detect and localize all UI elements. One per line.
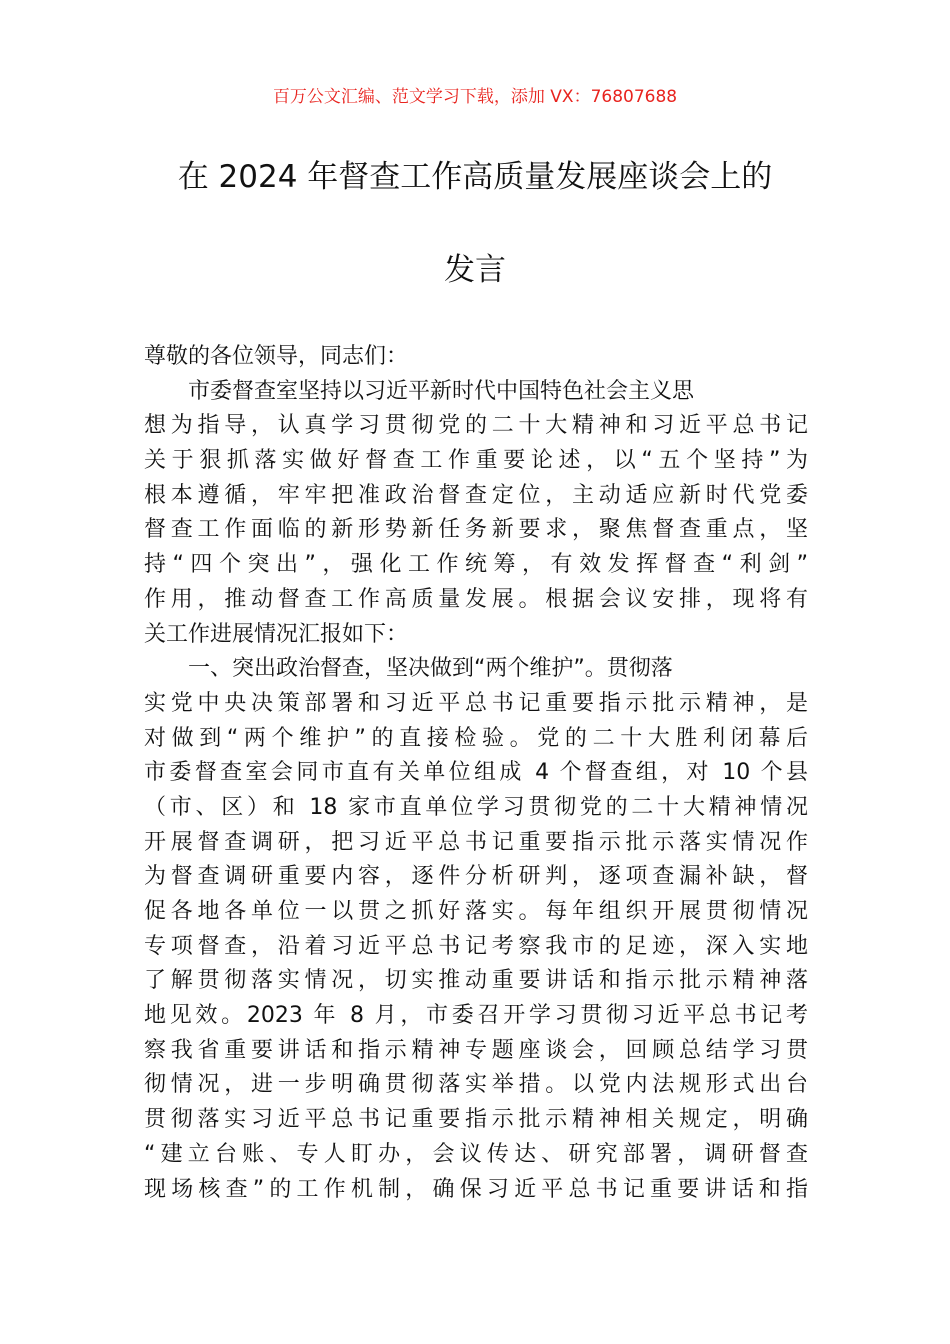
paragraph-line: 督查工作面临的新形势新任务新要求，聚焦督查重点，坚 — [144, 517, 808, 543]
paragraph-line: 为督查调研重要内容，逐件分析研判，逐项查漏补缺，督 — [144, 864, 808, 890]
paragraph-line: 市委督查室会同市直有关单位组成 4 个督查组，对 10 个县 — [144, 760, 808, 786]
paragraph-line: 想为指导，认真学习贯彻党的二十大精神和习近平总书记 — [144, 413, 808, 439]
paragraph-line: 关工作进展情况汇报如下： — [144, 621, 409, 647]
paragraph-line: 专项督查，沿着习近平总书记考察我市的足迹，深入实地 — [144, 933, 808, 959]
paragraph-line: 实党中央决策部署和习近平总书记重要指示批示精神，是 — [144, 690, 808, 716]
paragraph-line: 持“四个突出”，强化工作统筹，有效发挥督查“利剑” — [144, 552, 808, 578]
paragraph-line: 察我省重要讲话和指示精神专题座谈会，回顾总结学习贯 — [144, 1037, 808, 1063]
paragraph-line: 对做到“两个维护”的直接检验。党的二十大胜利闭幕后 — [144, 725, 808, 751]
paragraph-line: 根本遵循，牢牢把准政治督查定位，主动适应新时代党委 — [144, 482, 808, 508]
paragraph-line: 促各地各单位一以贯之抓好落实。每年组织开展贯彻情况 — [144, 899, 808, 924]
paragraph-line: 市委督查室坚持以习近平新时代中国特色社会主义思 — [188, 378, 695, 404]
paragraph-line: 现场核查”的工作机制，确保习近平总书记重要讲话和指 — [144, 1176, 808, 1202]
paragraph-line: “建立台账、专人盯办，会议传达、研究部署，调研督查 — [144, 1141, 808, 1167]
paragraph-line: 开展督查调研，把习近平总书记重要指示批示落实情况作 — [144, 829, 808, 855]
paragraph-line: 作用，推动督查工作高质量发展。根据会议安排，现将有 — [144, 586, 808, 612]
paragraph-line: 彻情况，进一步明确贯彻落实举措。以党内法规形式出台 — [144, 1072, 808, 1098]
paragraph-line: 了解贯彻落实情况，切实推动重要讲话和指示批示精神落 — [144, 968, 808, 994]
paragraph-line: （市、区）和 18 家市直单位学习贯彻党的二十大精神情况 — [144, 794, 808, 820]
paragraph-line: 关于狠抓落实做好督查工作重要论述，以“五个坚持”为 — [144, 448, 808, 474]
promo-banner: 百万公文汇编、范文学习下载，添加 VX：76807688 — [272, 87, 678, 107]
document-title-line-1: 在 2024 年督查工作高质量发展座谈会上的 — [177, 159, 773, 195]
paragraph-line: 地见效。2023 年 8 月，市委召开学习贯彻习近平总书记考 — [144, 1003, 808, 1029]
salutation-line: 尊敬的各位领导，同志们： — [144, 344, 409, 369]
paragraph-line: 贯彻落实习近平总书记重要指示批示精神相关规定，明确 — [144, 1107, 808, 1133]
section-heading-line: 一、突出政治督查，坚决做到“两个维护”。贯彻落 — [188, 656, 673, 682]
document-title-line-2: 发言 — [444, 252, 506, 288]
document-body — [144, 340, 808, 1207]
